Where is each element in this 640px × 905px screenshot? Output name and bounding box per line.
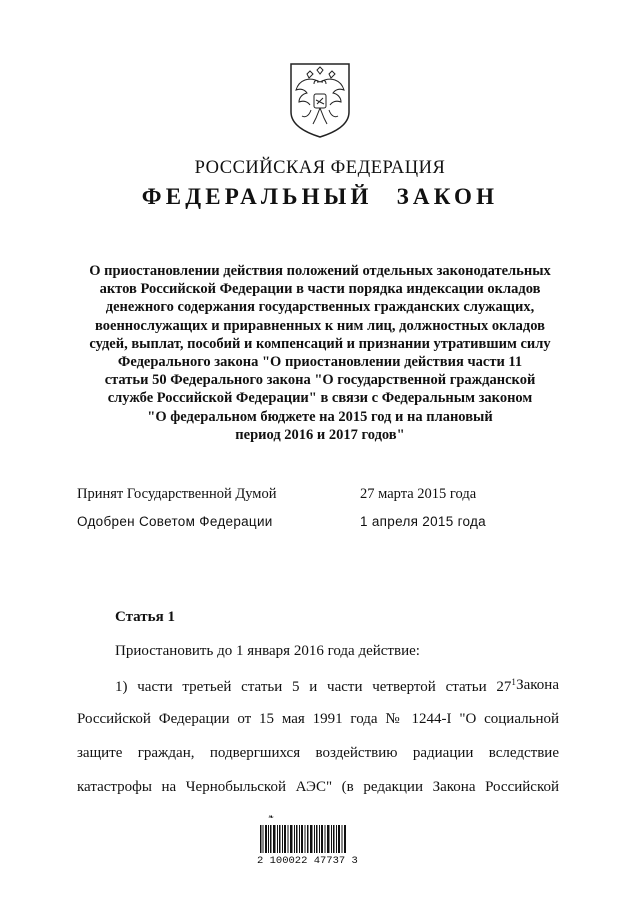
- title-line: статьи 50 Федерального закона "О государственной гражданской: [104, 372, 536, 389]
- title-line: службе Российской Федерации" в связи с Федеральным законом: [107, 390, 533, 407]
- title-line: денежного содержания государственных гражданских служащих,: [105, 299, 535, 316]
- barcode-icon: [260, 825, 346, 853]
- title-line: актов Российской Федерации в части порядка индексации окладов: [99, 281, 541, 298]
- country-name: РОССИЙСКАЯ ФЕДЕРАЦИЯ: [194, 158, 446, 178]
- law-title: [60, 262, 580, 444]
- item1-text: 1) части третьей статьи 5 и части четвертой статьи 27: [115, 679, 512, 695]
- document-type: ФЕДЕРАЛЬНЫЙ ЗАКОН: [141, 184, 499, 209]
- title-line: судей, выплат, пособий и компенсаций и признании утратившим силу: [89, 335, 551, 352]
- article-line: защите граждан, подвергшихся воздействию радиации вследствие: [77, 745, 559, 761]
- article-item-1: [115, 677, 559, 696]
- article-line: катастрофы на Чернобыльской АЭС" (в редакции Закона Российской: [77, 779, 559, 795]
- barcode-number: 2 100022 47737 3: [257, 855, 358, 867]
- title-line: О приостановлении действия положений отдельных законодательных: [89, 263, 551, 279]
- council-label: Одобрен Советом Федерации: [77, 514, 273, 529]
- title-line: период 2016 и 2017 годов": [235, 426, 405, 443]
- title-line: Федерального закона "О приостановлении действия части 11: [117, 354, 523, 371]
- mark-icon: ❧: [268, 813, 274, 821]
- item1-end: Закона: [516, 677, 559, 693]
- duma-date: 27 марта 2015 года: [360, 486, 477, 502]
- article-line: Российской Федерации от 15 мая 1991 года № 1244-I "О социальной: [77, 711, 559, 727]
- adoption-council: [77, 514, 557, 529]
- item1-sup: 1: [511, 677, 516, 687]
- adoption-duma: [77, 486, 557, 503]
- council-date: 1 апреля 2015 года: [360, 514, 486, 529]
- title-line: военнослужащих и приравненных к ним лиц, должностных окладов: [95, 317, 545, 334]
- russian-coat-of-arms-icon: [287, 60, 353, 140]
- title-line: "О федеральном бюджете на 2015 год и на плановый: [147, 408, 493, 425]
- article-intro: Приостановить до 1 января 2016 года действие:: [115, 643, 420, 659]
- article-heading: Статья 1: [115, 609, 175, 625]
- duma-label: Принят Государственной Думой: [77, 486, 277, 502]
